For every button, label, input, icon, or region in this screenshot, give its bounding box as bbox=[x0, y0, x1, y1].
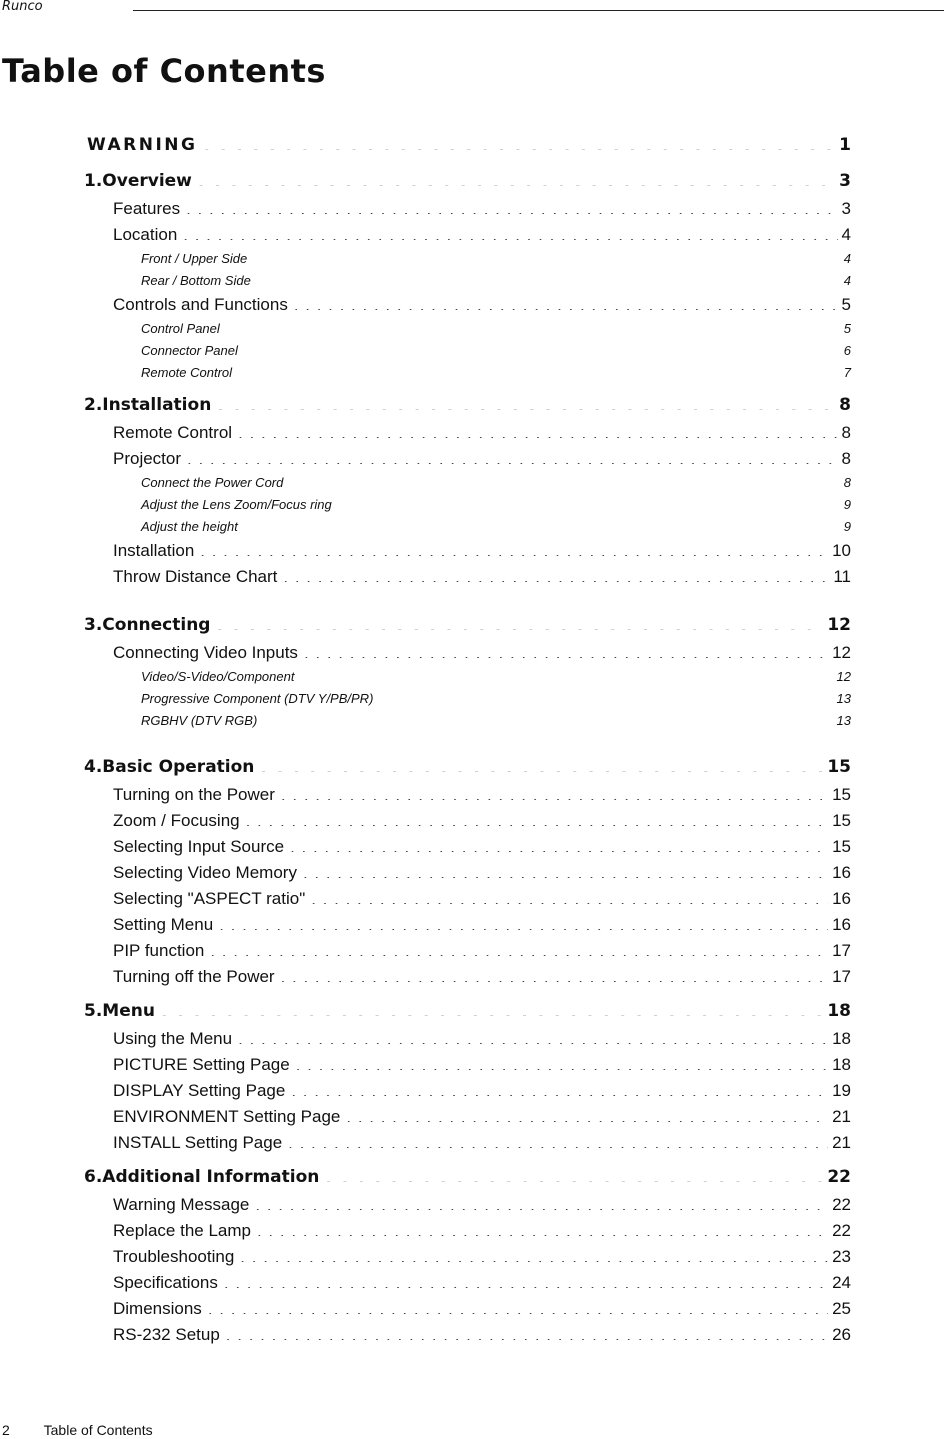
toc-entry-page-number: 22 bbox=[832, 1195, 851, 1214]
toc-entry-page-number: 11 bbox=[833, 567, 851, 586]
toc-entry-level-2[interactable] bbox=[84, 1052, 851, 1078]
toc-entry-label: Remote Control bbox=[113, 423, 233, 442]
toc-leader-dots bbox=[246, 809, 828, 826]
toc-entry-page-number: 13 bbox=[836, 691, 851, 706]
toc-leader-dots bbox=[300, 668, 832, 681]
toc-entry-page-number: 16 bbox=[832, 915, 851, 934]
toc-leader-dots bbox=[263, 712, 832, 725]
toc-leader-dots bbox=[217, 393, 835, 410]
toc-entry-page-number: 17 bbox=[832, 941, 851, 960]
toc-entry-label: INSTALL Setting Page bbox=[113, 1133, 283, 1152]
toc-entry-page-number: 18 bbox=[832, 1029, 851, 1048]
toc-entry-level-2[interactable] bbox=[84, 886, 851, 912]
toc-entry-page-number: 4 bbox=[841, 225, 851, 244]
toc-entry-level-2[interactable] bbox=[84, 834, 851, 860]
toc-leader-dots bbox=[296, 1053, 828, 1070]
toc-entry-label: 1.Overview bbox=[84, 171, 192, 191]
toc-entry-label: 6.Additional Information bbox=[84, 1167, 320, 1187]
toc-entry-page-number: 8 bbox=[843, 475, 851, 490]
toc-entry-level-2[interactable] bbox=[84, 1192, 851, 1218]
toc-entry-label: Turning on the Power bbox=[113, 785, 275, 804]
toc-entry-level-2[interactable] bbox=[84, 808, 851, 834]
toc-entry-label: Location bbox=[113, 225, 178, 244]
toc-leader-dots bbox=[203, 133, 835, 150]
toc-entry-page-number: 24 bbox=[832, 1273, 851, 1292]
toc-entry-label: Connecting Video Inputs bbox=[113, 643, 298, 662]
toc-entry-label: Projector bbox=[113, 449, 182, 468]
toc-leader-dots bbox=[257, 1219, 828, 1236]
toc-leader-dots bbox=[291, 1079, 828, 1096]
toc-leader-dots bbox=[311, 887, 828, 904]
toc-entry-level-1[interactable] bbox=[84, 1162, 851, 1192]
toc-leader-dots bbox=[244, 342, 840, 355]
toc-entry-level-2[interactable] bbox=[84, 1078, 851, 1104]
toc-entry-page-number: 12 bbox=[832, 643, 851, 662]
toc-entry-label: Adjust the height bbox=[141, 519, 238, 534]
toc-leader-dots bbox=[338, 496, 840, 509]
toc-entry-page-number: 12 bbox=[827, 615, 851, 635]
toc-leader-dots bbox=[260, 755, 823, 772]
toc-entry-level-2[interactable] bbox=[84, 1270, 851, 1296]
toc-leader-dots bbox=[304, 641, 828, 658]
toc-entry-label: Selecting "ASPECT ratio" bbox=[113, 889, 306, 908]
toc-entry-label: Connector Panel bbox=[141, 343, 238, 358]
toc-leader-dots bbox=[198, 169, 835, 186]
toc-entry-label: PICTURE Setting Page bbox=[113, 1055, 290, 1074]
toc-entry-page-number: 8 bbox=[841, 423, 851, 442]
toc-entry-page-number: 16 bbox=[832, 863, 851, 882]
toc-leader-dots bbox=[238, 364, 840, 377]
toc-entry-page-number: 1 bbox=[839, 135, 851, 155]
toc-entry-level-3[interactable] bbox=[84, 318, 851, 340]
toc-entry-page-number: 6 bbox=[843, 343, 851, 358]
toc-section-gap bbox=[84, 590, 851, 604]
toc-entry-page-number: 9 bbox=[843, 497, 851, 512]
toc-leader-dots bbox=[325, 1165, 823, 1182]
toc-entry-page-number: 5 bbox=[843, 321, 851, 336]
toc-section-gap bbox=[84, 732, 851, 746]
toc-entry-label: Dimensions bbox=[113, 1299, 202, 1318]
toc-entry-label: Selecting Video Memory bbox=[113, 863, 297, 882]
toc-entry-label: Connect the Power Cord bbox=[141, 475, 284, 490]
toc-entry-level-2[interactable] bbox=[84, 1130, 851, 1156]
toc-leader-dots bbox=[281, 783, 828, 800]
toc-entry-label: Installation bbox=[113, 541, 195, 560]
toc-leader-dots bbox=[187, 447, 838, 464]
toc-leader-dots bbox=[224, 1271, 828, 1288]
toc-leader-dots bbox=[208, 1297, 828, 1314]
table-of-contents bbox=[84, 130, 851, 1348]
toc-entry-page-number: 15 bbox=[832, 811, 851, 830]
toc-leader-dots bbox=[281, 965, 828, 982]
toc-entry-page-number: 26 bbox=[832, 1325, 851, 1344]
toc-entry-label: Front / Upper Side bbox=[141, 251, 248, 266]
toc-entry-level-2[interactable] bbox=[84, 1026, 851, 1052]
toc-entry-level-3[interactable] bbox=[84, 472, 851, 494]
toc-entry-label: Warning Message bbox=[113, 1195, 250, 1214]
toc-leader-dots bbox=[183, 223, 837, 240]
toc-entry-page-number: 4 bbox=[843, 251, 851, 266]
toc-leader-dots bbox=[346, 1105, 828, 1122]
toc-leader-dots bbox=[161, 999, 823, 1016]
toc-leader-dots bbox=[288, 1131, 828, 1148]
toc-entry-level-3[interactable] bbox=[84, 270, 851, 292]
toc-entry-page-number: 22 bbox=[827, 1167, 851, 1187]
toc-entry-level-3[interactable] bbox=[84, 666, 851, 688]
toc-entry-level-2[interactable] bbox=[84, 1322, 851, 1348]
toc-entry-level-2[interactable] bbox=[84, 564, 851, 590]
toc-leader-dots bbox=[379, 690, 832, 703]
toc-entry-level-2[interactable] bbox=[84, 292, 851, 318]
toc-entry-label: Remote Control bbox=[141, 365, 233, 380]
toc-leader-dots bbox=[294, 293, 838, 310]
toc-entry-label: Selecting Input Source bbox=[113, 837, 285, 856]
toc-entry-page-number: 13 bbox=[836, 713, 851, 728]
toc-entry-level-3[interactable] bbox=[84, 494, 851, 516]
toc-leader-dots bbox=[216, 613, 823, 630]
toc-entry-level-2[interactable] bbox=[84, 222, 851, 248]
toc-entry-label: Throw Distance Chart bbox=[113, 567, 278, 586]
toc-entry-page-number: 21 bbox=[832, 1107, 851, 1126]
header-rule bbox=[133, 10, 944, 11]
toc-entry-level-1[interactable] bbox=[84, 752, 851, 782]
toc-entry-page-number: 25 bbox=[832, 1299, 851, 1318]
toc-entry-level-3[interactable] bbox=[84, 710, 851, 732]
toc-entry-level-2[interactable] bbox=[84, 964, 851, 990]
toc-entry-label: Adjust the Lens Zoom/Focus ring bbox=[141, 497, 332, 512]
toc-entry-page-number: 15 bbox=[827, 757, 851, 777]
toc-entry-level-1[interactable] bbox=[84, 390, 851, 420]
toc-entry-level-2[interactable] bbox=[84, 1218, 851, 1244]
toc-entry-page-number: 18 bbox=[832, 1055, 851, 1074]
toc-entry-level-2[interactable] bbox=[84, 1104, 851, 1130]
toc-entry-page-number: 10 bbox=[832, 541, 851, 560]
toc-entry-page-number: 7 bbox=[843, 365, 851, 380]
toc-entry-label: Progressive Component (DTV Y/PB/PR) bbox=[141, 691, 374, 706]
toc-entry-level-3[interactable] bbox=[84, 340, 851, 362]
toc-entry-page-number: 8 bbox=[839, 395, 851, 415]
toc-entry-label: 4.Basic Operation bbox=[84, 757, 255, 777]
toc-leader-dots bbox=[289, 474, 839, 487]
toc-entry-page-number: 21 bbox=[832, 1133, 851, 1152]
toc-entry-label: RS-232 Setup bbox=[113, 1325, 220, 1344]
toc-entry-level-2[interactable] bbox=[84, 538, 851, 564]
toc-entry-level-2[interactable] bbox=[84, 446, 851, 472]
toc-entry-page-number: 15 bbox=[832, 785, 851, 804]
toc-entry-label: Video/S-Video/Component bbox=[141, 669, 295, 684]
toc-entry-label: Control Panel bbox=[141, 321, 220, 336]
toc-leader-dots bbox=[238, 421, 837, 438]
toc-entry-label: 3.Connecting bbox=[84, 615, 211, 635]
toc-entry-page-number: 16 bbox=[832, 889, 851, 908]
toc-leader-dots bbox=[210, 939, 828, 956]
toc-entry-level-1[interactable] bbox=[84, 996, 851, 1026]
page-title: Table of Contents bbox=[2, 52, 326, 90]
toc-entry-label: WARNING bbox=[87, 135, 198, 155]
toc-entry-page-number: 23 bbox=[832, 1247, 851, 1266]
page-footer bbox=[2, 1422, 153, 1438]
toc-entry-page-number: 9 bbox=[843, 519, 851, 534]
toc-leader-dots bbox=[186, 197, 837, 214]
toc-leader-dots bbox=[200, 539, 828, 556]
toc-entry-level-2[interactable] bbox=[84, 1296, 851, 1322]
toc-entry-level-2[interactable] bbox=[84, 938, 851, 964]
toc-leader-dots bbox=[240, 1245, 828, 1262]
toc-entry-label: RGBHV (DTV RGB) bbox=[141, 713, 258, 728]
toc-entry-label: Rear / Bottom Side bbox=[141, 273, 251, 288]
toc-entry-label: PIP function bbox=[113, 941, 205, 960]
toc-entry-label: ENVIRONMENT Setting Page bbox=[113, 1107, 341, 1126]
toc-leader-dots bbox=[219, 913, 828, 930]
toc-leader-dots bbox=[255, 1193, 828, 1210]
toc-entry-level-1[interactable] bbox=[84, 610, 851, 640]
toc-entry-label: Turning off the Power bbox=[113, 967, 275, 986]
toc-leader-dots bbox=[253, 250, 840, 263]
toc-entry-label: 2.Installation bbox=[84, 395, 212, 415]
toc-entry-label: Zoom / Focusing bbox=[113, 811, 240, 830]
toc-entry-page-number: 15 bbox=[832, 837, 851, 856]
toc-entry-level-3[interactable] bbox=[84, 362, 851, 384]
toc-entry-level-2[interactable] bbox=[84, 860, 851, 886]
toc-entry-label: 5.Menu bbox=[84, 1001, 155, 1021]
toc-entry-page-number: 18 bbox=[827, 1001, 851, 1021]
toc-entry-label: Features bbox=[113, 199, 181, 218]
header-brand: Runco bbox=[2, 0, 43, 14]
toc-entry-level-2[interactable] bbox=[84, 782, 851, 808]
toc-entry-page-number: 19 bbox=[832, 1081, 851, 1100]
toc-leader-dots bbox=[226, 1323, 828, 1340]
toc-entry-page-number: 3 bbox=[839, 171, 851, 191]
toc-entry-label: Setting Menu bbox=[113, 915, 214, 934]
toc-entry-page-number: 17 bbox=[832, 967, 851, 986]
toc-entry-label: Using the Menu bbox=[113, 1029, 233, 1048]
toc-entry-level-2[interactable] bbox=[84, 1244, 851, 1270]
toc-leader-dots bbox=[290, 835, 828, 852]
toc-entry-level-3[interactable] bbox=[84, 688, 851, 710]
toc-leader-dots bbox=[226, 320, 840, 333]
toc-leader-dots bbox=[238, 1027, 828, 1044]
toc-entry-page-number: 12 bbox=[836, 669, 851, 684]
toc-entry-level-1[interactable] bbox=[84, 166, 851, 196]
toc-entry-page-number: 8 bbox=[841, 449, 851, 468]
toc-leader-dots bbox=[244, 518, 840, 531]
toc-leader-dots bbox=[257, 272, 840, 285]
toc-leader-dots bbox=[303, 861, 828, 878]
toc-entry-page-number: 22 bbox=[832, 1221, 851, 1240]
toc-leader-dots bbox=[283, 565, 829, 582]
toc-entry-page-number: 5 bbox=[841, 295, 851, 314]
toc-entry-page-number: 3 bbox=[841, 199, 851, 218]
toc-entry-page-number: 4 bbox=[843, 273, 851, 288]
toc-entry-level-2[interactable] bbox=[84, 420, 851, 446]
toc-entry-label: Replace the Lamp bbox=[113, 1221, 251, 1240]
toc-entry-level-1[interactable] bbox=[84, 130, 851, 160]
toc-entry-label: DISPLAY Setting Page bbox=[113, 1081, 286, 1100]
footer-page-number: 2 bbox=[2, 1422, 10, 1438]
toc-entry-level-3[interactable] bbox=[84, 516, 851, 538]
footer-section-title: Table of Contents bbox=[43, 1422, 153, 1438]
toc-entry-label: Controls and Functions bbox=[113, 295, 288, 314]
toc-entry-label: Specifications bbox=[113, 1273, 218, 1292]
toc-entry-level-2[interactable] bbox=[84, 640, 851, 666]
toc-entry-level-2[interactable] bbox=[84, 196, 851, 222]
toc-entry-level-3[interactable] bbox=[84, 248, 851, 270]
toc-entry-level-2[interactable] bbox=[84, 912, 851, 938]
toc-entry-label: Troubleshooting bbox=[113, 1247, 235, 1266]
